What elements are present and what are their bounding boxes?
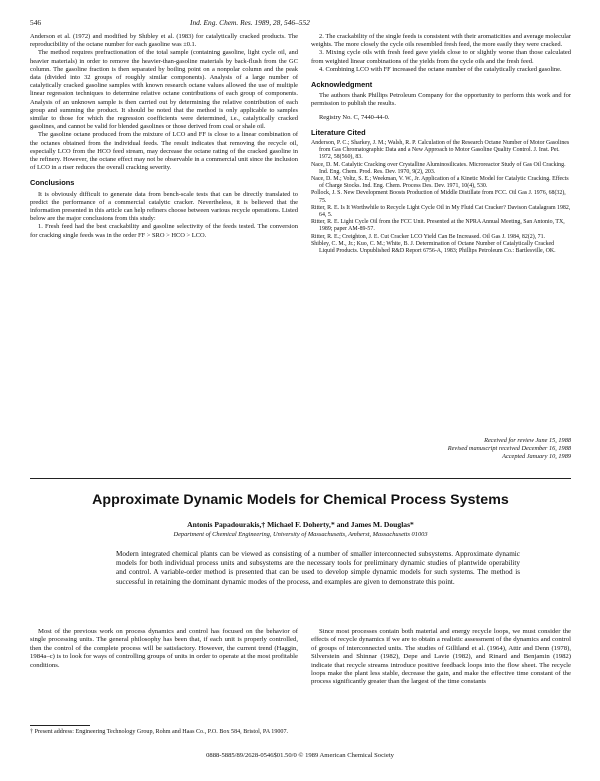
reference: Ritter, R. E. Light Cycle Oil from the FCC Unit. Presented at the NPRA Annual Meeting, San Antonio, TX, 1989; paper AM-89-57.	[311, 219, 565, 233]
copyright-line: 0888-5885/89/2628-0546$01.50/0 © 1989 American Chemical Society	[206, 752, 394, 759]
acknowledgment-heading: Acknowledgment	[311, 80, 373, 90]
reference: Ritter, R. E. Is It Worthwhile to Recycle Light Cycle Oil in My Fluid Cat Cracker? Davison Catalagram 1982, 64, 5.	[311, 204, 571, 219]
article-authors: Antonis Papadourakis,† Michael F. Doherty,* and James M. Douglas*	[187, 520, 414, 529]
running-header	[30, 18, 570, 30]
received-date: Received for review June 15, 1988	[484, 437, 571, 444]
conclusions-heading: Conclusions	[30, 178, 75, 188]
article-affiliation: Department of Chemical Engineering, University of Massachusetts, Amherst, Massachusetts 01003	[173, 531, 428, 538]
reference: Shibley, C. M., Jr.; Kuo, C. M.; White, B. J. Determination of Octane Number of Catalytically Cracked Liquid Products. Unpublished R&D Report 6756-A, 1983; Phillips Petroleum Co.: Bartlesville, OK.	[311, 240, 556, 255]
literature-cited-heading: Literature Cited	[311, 127, 366, 137]
paragraph: The method requires prefractionation of the total sample (containing gasoline, light cycle oil, and heavier materials) in order to remove the heavier-than-gasoline materials by back-flush from the GC column. The gasoline fraction is then separated by boiling point on a nonpolar column and the peak data (divided into 32 groups of roughly similar components). Analysis of a large number of catalytically cracked gasoline samples with known research octane values allowed the use of multiple linear regression techniques to determine relative octane contributions of each group of components. Analysis of an unknown sample is then carried out by determining the relative contribution of each group and summing the product. It should be noted that the method is only applicable to samples similar to those for which the regression coefficients were determined, i.e., catalytically cracked gasolines, and cannot be valid for blended gasolines or those derived from coal or shale oil.	[30, 49, 298, 131]
body-column-right	[311, 628, 571, 687]
paragraph: Anderson et al. (1972) and modified by Shibley et al. (1983) for catalytically cracked products. The reproducibility of the octane number for each gasoline was ±0.1.	[30, 33, 298, 49]
article-abstract: Modern integrated chemical plants can be viewed as consisting of a number of smaller interconnected subsystems. Approximate dynamic models for both individual process units and subsystems are the necessary tools for preliminary dynamic studies of plantwide operability and control. A variable-order method is presented that can be used to develop simple dynamic models for such systems. The method is successful in retaining the dominant dynamic modes of the process, and examples are given to demonstrate this point.	[116, 550, 520, 586]
manuscript-dates	[311, 437, 571, 461]
registry-number: Registry No. C, 7440-44-0.	[319, 113, 390, 121]
footnote: † Present address: Engineering Technology Group, Rohm and Haas Co., P.O. Box 584, Bristol, PA 19007.	[30, 729, 289, 735]
paragraph: It is obviously difficult to generate data from bench-scale tests that can be directly translated to predict the performance of a commercial catalytic cracker. Nevertheless, it is believed that the information presented in this article can help refiners choose between various recycle operations. Listed below are the major conclusions from this study:	[30, 190, 298, 223]
body-column-left	[30, 628, 298, 670]
reference: Nace, D. M. Catalytic Cracking over Crystalline Aluminosilicates. Microreactor Study of Gas Oil Cracking. Ind. Eng. Chem. Prod. Res. Dev. 1970, 9(2), 203.	[311, 161, 566, 175]
paragraph: The gasoline octane produced from the mixture of LCO and FF is close to a linear combination of the octanes obtained from the individual feeds. The result indicates that removing the recycle oil, especially LCO from the HCO feed stream, may decrease the octane rating of the cracked gasoline in the refinery. However, the octane effect may not be observable in a commercial unit since the inclusion of LCO in a riser reduces the overall cracking severity.	[30, 131, 298, 172]
conclusion-item-2: 2. The crackability of the single feeds is consistent with their aromaticities and average molecular weights. The more closely the cycle oils resembled fresh feed, the more easily they were cracked.	[311, 33, 571, 49]
conclusion-item-4: 4. Combining LCO with FF increased the octane number of the catalytically cracked gasoline.	[319, 65, 562, 73]
acknowledgment-text: The authors thank Phillips Petroleum Company for the opportunity to perform this work and for permission to publish the results.	[311, 92, 571, 108]
accepted-date: Accepted January 10, 1989	[502, 453, 571, 460]
conclusion-item-3: 3. Mixing cycle oils with fresh feed gave yields close to or slightly worse than those calculated from weighted linear combinations of the yields from the cycle oils and the fresh feed.	[311, 49, 571, 65]
page-number: 546	[30, 18, 42, 27]
paragraph: Most of the previous work on process dynamics and control has focused on the behavior of single processing units. The general philosophy has been that, if each unit is properly controlled, then the control of the complete process will be satisfactory. However, the current trend (Haggin, 1984a–c) is to look for ways of controlling groups of units in order to operate at the most profitable conditions.	[30, 628, 298, 669]
reference: Nace, D. M.; Voltz, S. E.; Weekman, V. W., Jr. Application of a Kinetic Model for Catalytic Cracking. Effects of Charge Stocks. Ind. Eng. Chem. Process Des. Dev. 1971, 10(4), 530.	[311, 176, 569, 190]
divider	[30, 478, 571, 479]
paragraph: Since most processes contain both material and energy recycle loops, we must consider the effects of recycle dynamics if we are to obtain a realistic assessment of the dynamics and control of groups of interconnected units. The studies of Gilliland et al. (1964), Attir and Denn (1978), Silverstein and Shinnar (1982), Depe and Lavie (1982), and Rinard and Benjamin (1982) indicate that recycle streams introduce positive feedback loops into the flow sheet. The recycle loops make the plant less stable, decrease the gain, and make the effective time constant of the process significantly greater than the largest of the time constants	[311, 628, 571, 686]
reference: Ritter, R. E.; Creighton, J. E. Cut Cracker LCO Yield Can Be Increased. Oil Gas J. 1984, 82(2), 71.	[311, 233, 545, 240]
reference: Anderson, P. C.; Sharkey, J. M.; Walsh, R. P. Calculation of the Research Octane Number of Motor Gasolines from Gas Chromatographic Data and a New Approach to Motor Gasoline Quality Control. J. Inst. Pet. 1972, 58(560), 83.	[311, 140, 570, 161]
revised-date: Revised manuscript received December 16, 1988	[447, 445, 571, 452]
column-left-prev-article	[30, 33, 298, 240]
journal-citation: Ind. Eng. Chem. Res. 1989, 28, 546–552	[190, 18, 310, 27]
article-title: Approximate Dynamic Models for Chemical Process Systems	[92, 492, 509, 508]
footnote-rule	[30, 725, 90, 726]
column-right-prev-article	[311, 33, 571, 255]
reference: Pollock, J. S. New Development Boosts Production of Middle Distillate from FCC. Oil Gas J. 1976, 68(32), 75.	[311, 190, 566, 204]
conclusion-item-1: 1. Fresh feed had the best crackability and gasoline selectivity of the feeds tested. The conversion for cracking single feeds was in the order FF > SRO > HCO > LCO.	[30, 223, 298, 239]
